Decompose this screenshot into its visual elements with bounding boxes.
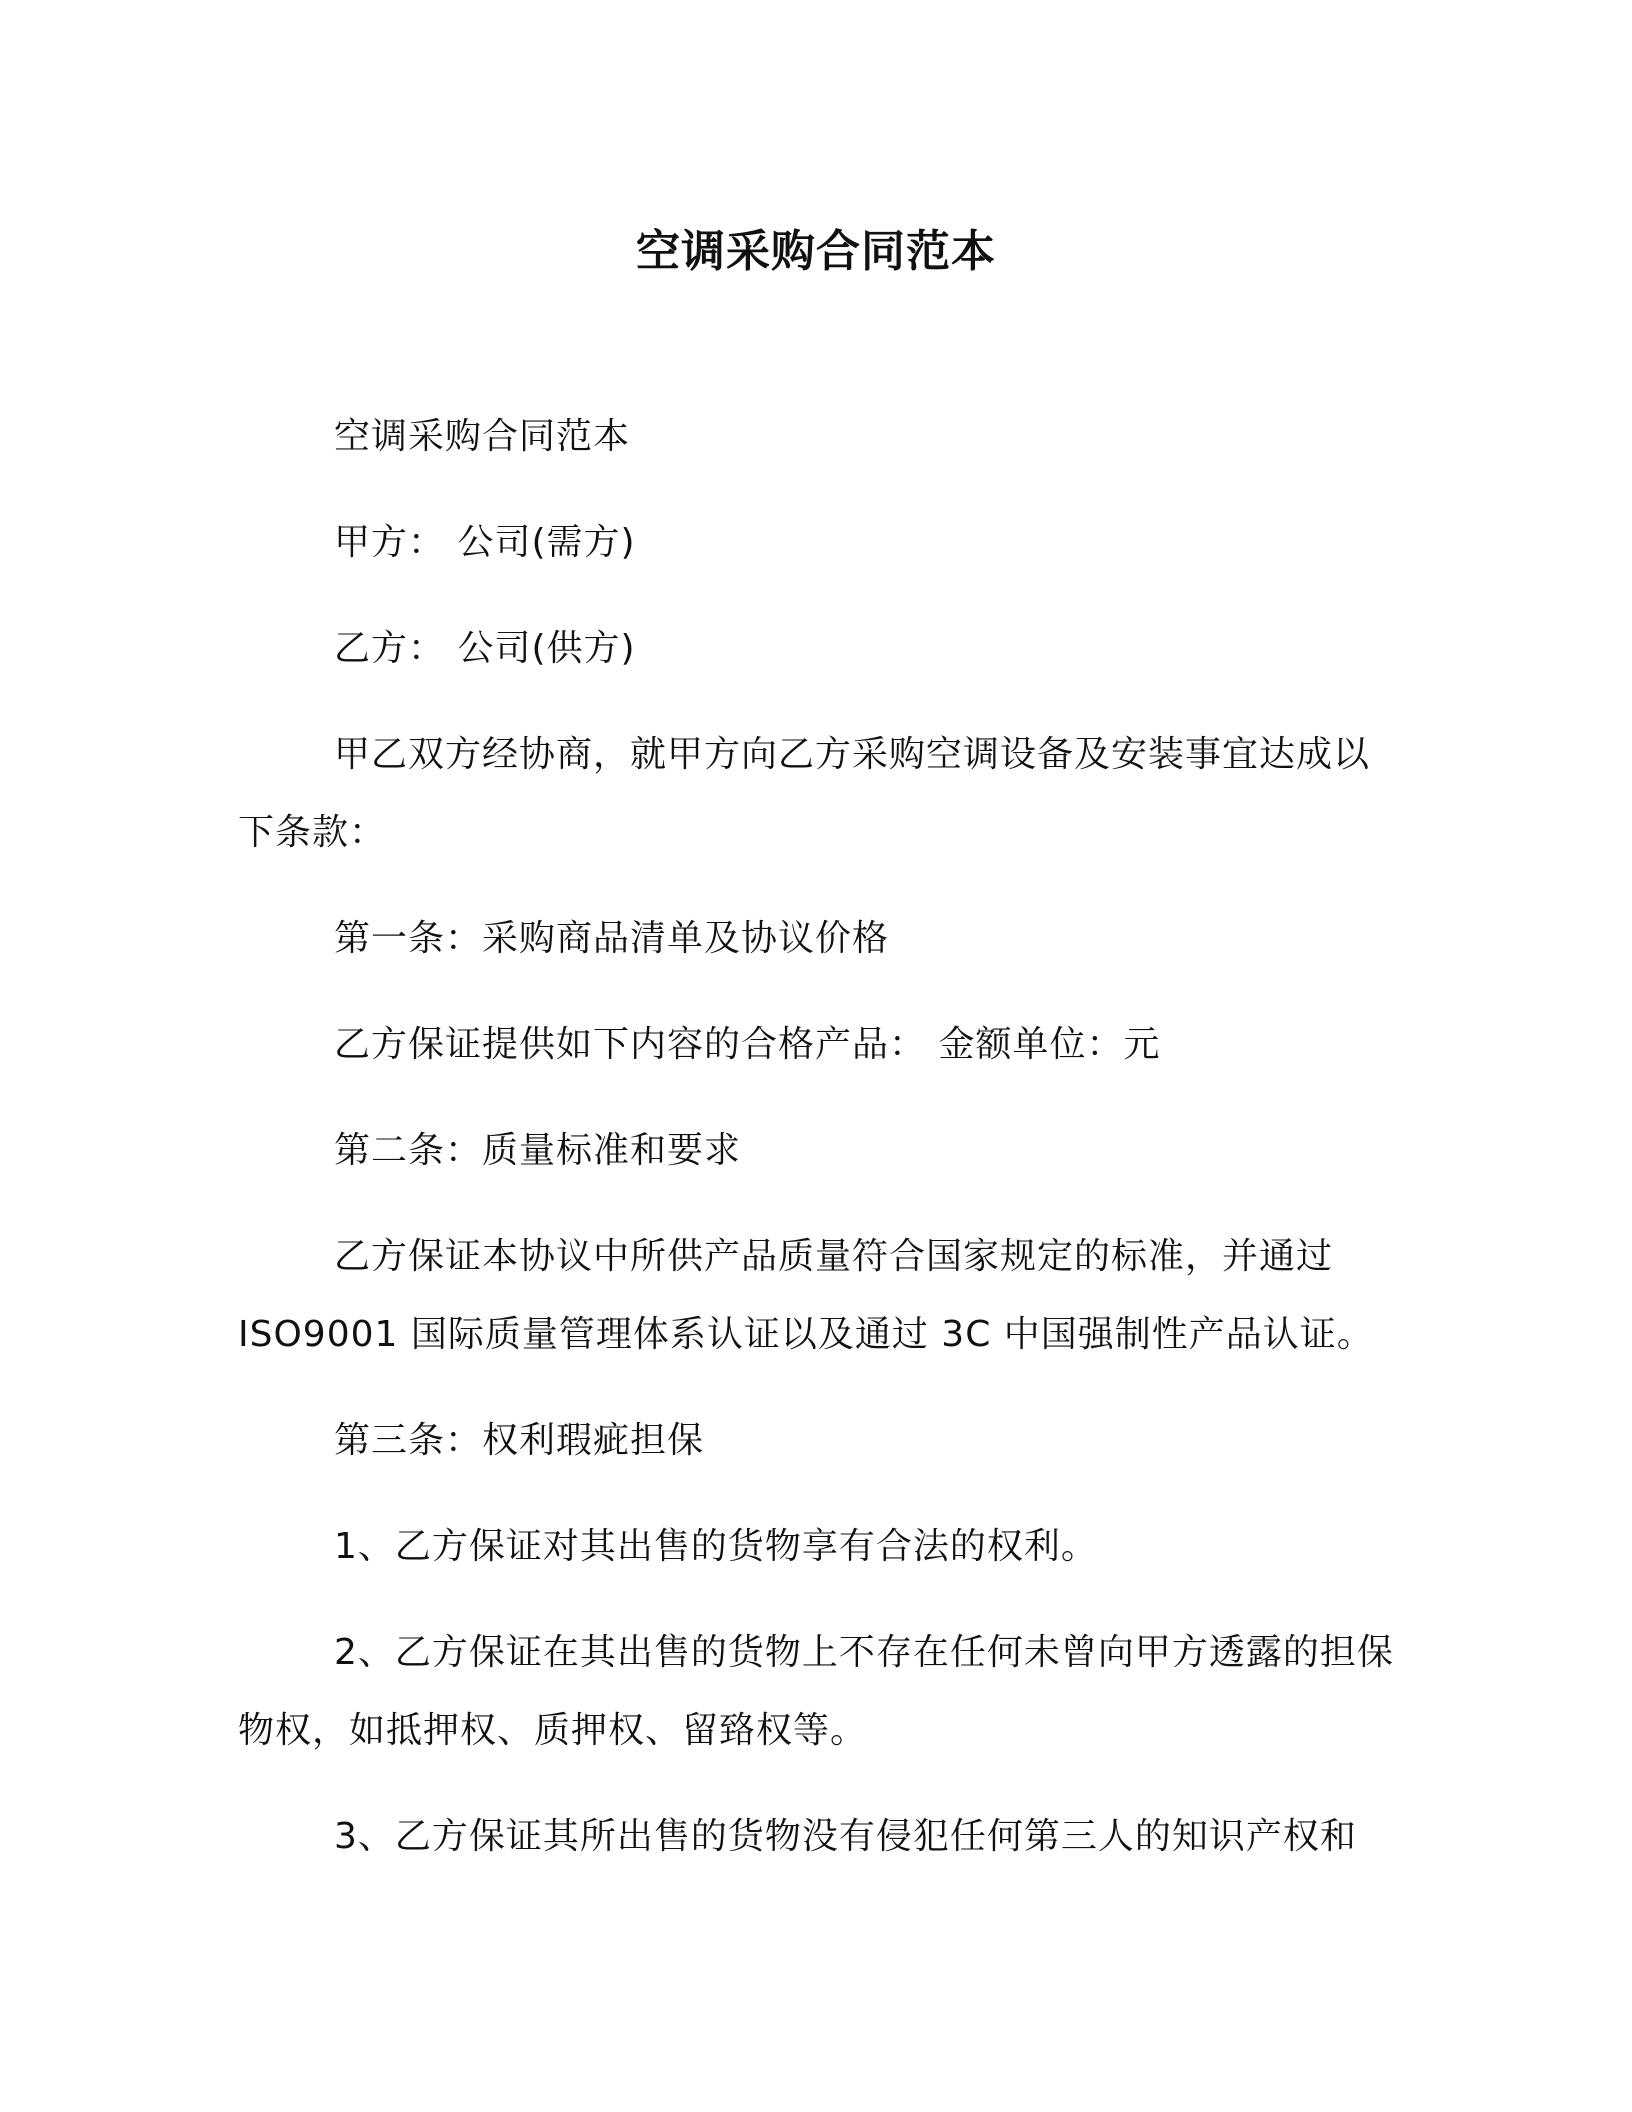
paragraph-article-1-heading: 第一条：采购商品清单及协议价格 [334, 918, 890, 959]
document-body [238, 398, 1398, 1904]
document-title: 空调采购合同范本 [636, 226, 996, 277]
paragraph-party-a: 甲方： 公司(需方) [334, 522, 636, 563]
paragraph-article-2-body: 乙方保证本协议中所供产品质量符合国家规定的标准，并通过 ISO9001 国际质量管理体系认证以及通过 3C 中国强制性产品认证。 [238, 1236, 1374, 1355]
paragraph-subtitle: 空调采购合同范本 [334, 416, 631, 457]
paragraph-article-1-body: 乙方保证提供如下内容的合格产品： 金额单位：元 [334, 1024, 1161, 1065]
paragraph-article-3-heading: 第三条：权利瑕疵担保 [334, 1420, 705, 1461]
paragraph-article-3-item-3: 3、乙方保证其所出售的货物没有侵犯任何第三人的知识产权和 [334, 1816, 1357, 1857]
paragraph-article-2-heading: 第二条：质量标准和要求 [334, 1130, 742, 1171]
paragraph-article-3-item-1: 1、乙方保证对其出售的货物享有合法的权利。 [334, 1526, 1098, 1567]
paragraph-article-3-item-2: 2、乙方保证在其出售的货物上不存在任何未曾向甲方透露的担保物权，如抵押权、质押权、留臵权等。 [238, 1632, 1394, 1751]
paragraph-party-b: 乙方： 公司(供方) [334, 628, 636, 669]
paragraph-preamble: 甲乙双方经协商，就甲方向乙方采购空调设备及安装事宜达成以下条款： [238, 734, 1371, 853]
